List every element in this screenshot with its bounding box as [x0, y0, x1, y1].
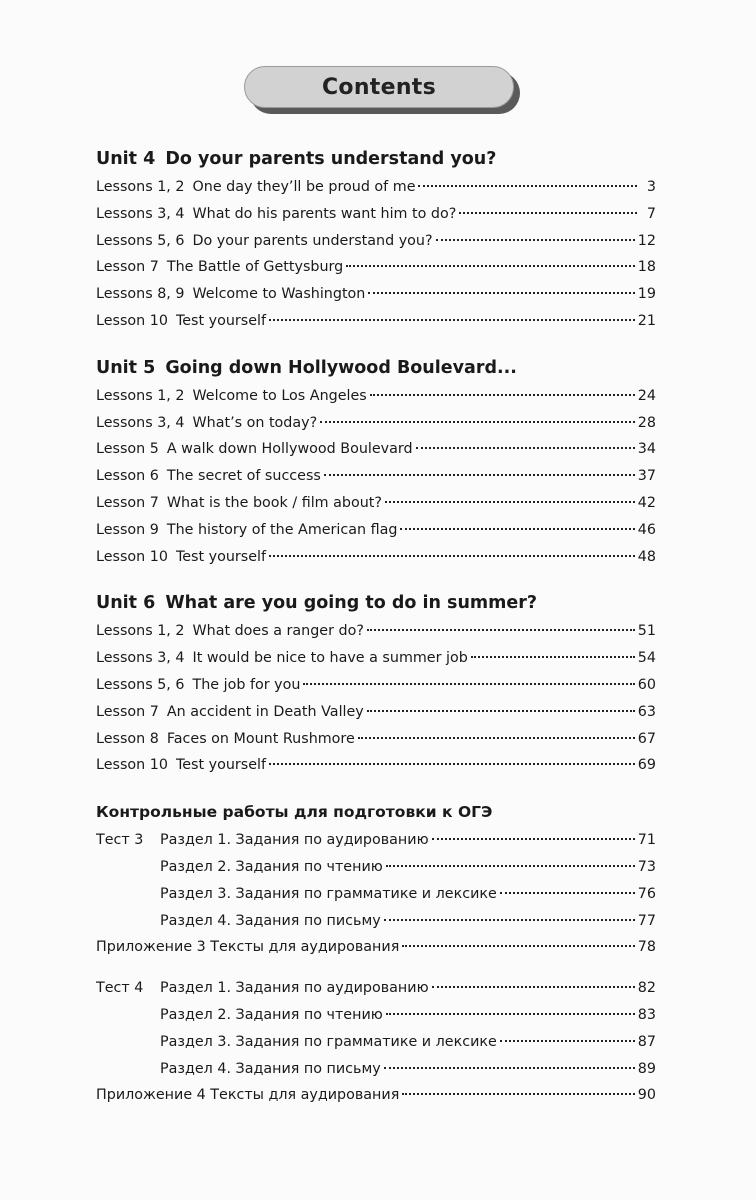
unit-section-5 [96, 353, 656, 571]
table-of-contents [96, 144, 656, 1109]
unit-number: Unit 4 [96, 149, 156, 169]
dot-leader [471, 656, 635, 658]
part-title: Раздел 2. Задания по чтению [160, 1006, 383, 1023]
toc-entry[interactable] [96, 672, 656, 699]
page-number: 77 [637, 912, 656, 929]
dot-leader [384, 919, 635, 921]
lesson-title: The job for you [192, 676, 301, 693]
page-number: 51 [637, 623, 656, 640]
dot-leader [346, 265, 635, 267]
lesson-number: Lesson 10 [96, 548, 168, 565]
dot-leader [400, 528, 634, 530]
page-number: 28 [637, 414, 656, 431]
page-number: 12 [637, 232, 656, 249]
lesson-number: Lesson 6 [96, 468, 159, 485]
dot-leader [370, 394, 635, 396]
lesson-title: Welcome to Los Angeles [192, 387, 367, 404]
page-title: Contents [244, 66, 514, 108]
appendix-title: Приложение 4 Тексты для аудирования [96, 1087, 400, 1104]
page-number: 89 [637, 1060, 656, 1077]
dot-leader [418, 185, 637, 187]
page-number: 37 [637, 468, 656, 485]
toc-entry[interactable] [96, 544, 656, 571]
toc-entry[interactable] [96, 201, 656, 228]
lesson-number: Lesson 9 [96, 521, 159, 538]
dot-leader [386, 1013, 635, 1015]
dot-leader [358, 737, 635, 739]
dot-leader [269, 763, 635, 765]
unit-heading [96, 353, 656, 383]
lesson-title: One day they’ll be proud of me [192, 179, 416, 195]
lesson-title: Faces on Mount Rushmore [166, 730, 355, 747]
toc-entry[interactable] [96, 726, 656, 753]
toc-entry[interactable] [96, 752, 656, 779]
toc-entry-appendix[interactable] [96, 934, 656, 961]
page-number: 3 [646, 179, 656, 195]
part-title: Раздел 1. Задания по аудированию [160, 832, 429, 849]
lesson-title: What is the book / film about? [166, 494, 382, 511]
page-number: 46 [637, 521, 656, 538]
part-title: Раздел 4. Задания по письму [160, 912, 381, 929]
page-number: 21 [637, 312, 656, 329]
dot-leader [500, 892, 635, 894]
lesson-title: The Battle of Gettysburg [166, 259, 344, 276]
lesson-number: Lesson 10 [96, 312, 168, 329]
page-number: 63 [637, 703, 656, 720]
dot-leader [402, 1093, 634, 1095]
toc-entry[interactable] [96, 490, 656, 517]
toc-entry[interactable] [96, 827, 656, 854]
lesson-title: An accident in Death Valley [166, 703, 364, 720]
page-number: 54 [637, 650, 656, 667]
toc-entry[interactable] [96, 975, 656, 1002]
toc-entry[interactable] [96, 618, 656, 645]
dot-leader [432, 838, 635, 840]
appendix-title: Приложение 3 Тексты для аудирования [96, 939, 400, 956]
dot-leader [386, 865, 635, 867]
unit-number: Unit 5 [96, 357, 156, 378]
page-number: 7 [646, 205, 656, 222]
lesson-number: Lessons 3, 4 [96, 205, 185, 222]
page-number: 24 [637, 387, 656, 404]
tests-heading: Контрольные работы для подготовки к ОГЭ [96, 803, 493, 822]
toc-entry[interactable] [96, 1029, 656, 1056]
page-number: 71 [637, 832, 656, 849]
dot-leader [269, 319, 635, 321]
toc-entry[interactable] [96, 308, 656, 335]
page-number: 67 [637, 730, 656, 747]
toc-entry[interactable] [96, 410, 656, 437]
test-label: Тест 4 [96, 980, 144, 997]
toc-entry[interactable] [96, 645, 656, 672]
toc-entry[interactable] [96, 1056, 656, 1083]
toc-entry[interactable] [96, 699, 656, 726]
part-title: Раздел 3. Задания по грамматике и лексике [160, 885, 497, 902]
dot-leader [384, 1067, 635, 1069]
lesson-title: What do his parents want him to do? [192, 205, 457, 222]
lesson-number: Lessons 1, 2 [96, 179, 185, 195]
dot-leader [500, 1040, 635, 1042]
lesson-title: Do your parents understand you? [192, 232, 433, 249]
dot-leader [269, 555, 635, 557]
page-number: 48 [637, 548, 656, 565]
lesson-title: The secret of success [166, 468, 321, 485]
dot-leader [385, 501, 635, 503]
lesson-title: The history of the American flag [166, 521, 398, 538]
page-number: 42 [637, 494, 656, 511]
unit-title: What are you going to do in summer? [165, 593, 538, 614]
unit-heading [96, 588, 656, 618]
part-title: Раздел 4. Задания по письму [160, 1060, 381, 1077]
page-number: 73 [637, 858, 656, 875]
page-number: 34 [637, 441, 656, 458]
toc-entry[interactable] [96, 1002, 656, 1029]
dot-leader [367, 629, 635, 631]
dot-leader [324, 474, 635, 476]
lesson-title: What’s on today? [192, 414, 318, 431]
page-number: 69 [637, 757, 656, 774]
part-title: Раздел 2. Задания по чтению [160, 858, 383, 875]
dot-leader [416, 447, 635, 449]
unit-section-4 [96, 144, 656, 335]
lesson-number: Lessons 3, 4 [96, 414, 185, 431]
unit-number: Unit 6 [96, 593, 156, 614]
toc-entry[interactable] [96, 463, 656, 490]
unit-title: Going down Hollywood Boulevard... [165, 357, 517, 378]
lesson-title: What does a ranger do? [192, 623, 364, 640]
part-title: Раздел 3. Задания по грамматике и лексике [160, 1033, 497, 1050]
dot-leader [436, 239, 635, 241]
unit-section-6 [96, 588, 656, 779]
lesson-number: Lesson 5 [96, 441, 159, 458]
toc-entry[interactable] [96, 281, 656, 308]
page-number: 60 [637, 676, 656, 693]
lesson-number: Lessons 5, 6 [96, 676, 185, 693]
lesson-number: Lessons 5, 6 [96, 232, 185, 249]
dot-leader [459, 212, 637, 214]
dot-leader [303, 683, 634, 685]
dot-leader [367, 710, 635, 712]
unit-heading [96, 144, 656, 174]
dot-leader [320, 421, 635, 423]
toc-entry[interactable] [96, 383, 656, 410]
page-number: 90 [637, 1087, 656, 1104]
lesson-number: Lessons 1, 2 [96, 623, 185, 640]
toc-entry[interactable] [96, 854, 656, 881]
lesson-title: Test yourself [175, 548, 267, 565]
lesson-number: Lesson 7 [96, 703, 159, 720]
page-number: 83 [637, 1006, 656, 1023]
lesson-number: Lessons 8, 9 [96, 286, 185, 303]
lesson-number: Lesson 8 [96, 730, 159, 747]
toc-entry[interactable] [96, 436, 656, 463]
page-number: 87 [637, 1033, 656, 1050]
page-number: 82 [637, 980, 656, 997]
toc-entry[interactable] [96, 174, 656, 201]
part-title: Раздел 1. Задания по аудированию [160, 980, 429, 997]
toc-entry[interactable] [96, 908, 656, 935]
toc-entry[interactable] [96, 254, 656, 281]
toc-entry[interactable] [96, 881, 656, 908]
toc-entry-appendix[interactable] [96, 1082, 656, 1109]
page-number: 76 [637, 885, 656, 902]
lesson-title: Test yourself [175, 312, 267, 329]
dot-leader [402, 945, 634, 947]
toc-entry[interactable] [96, 228, 656, 255]
test-label: Тест 3 [96, 832, 144, 849]
tests-section [96, 797, 656, 1109]
lesson-number: Lesson 10 [96, 757, 168, 774]
page-number: 18 [637, 259, 656, 276]
contents-title-badge [244, 66, 514, 108]
page-number: 19 [637, 286, 656, 303]
dot-leader [368, 292, 634, 294]
lesson-title: A walk down Hollywood Boulevard [166, 441, 413, 458]
lesson-number: Lesson 7 [96, 494, 159, 511]
lesson-number: Lesson 7 [96, 259, 159, 276]
lesson-number: Lessons 3, 4 [96, 650, 185, 667]
unit-title: Do your parents understand you? [165, 149, 497, 169]
lesson-title: Welcome to Washington [192, 286, 366, 303]
toc-entry[interactable] [96, 517, 656, 544]
dot-leader [432, 986, 635, 988]
lesson-title: It would be nice to have a summer job [192, 650, 468, 667]
lesson-number: Lessons 1, 2 [96, 387, 185, 404]
lesson-title: Test yourself [175, 757, 267, 774]
page-number: 78 [637, 939, 656, 956]
